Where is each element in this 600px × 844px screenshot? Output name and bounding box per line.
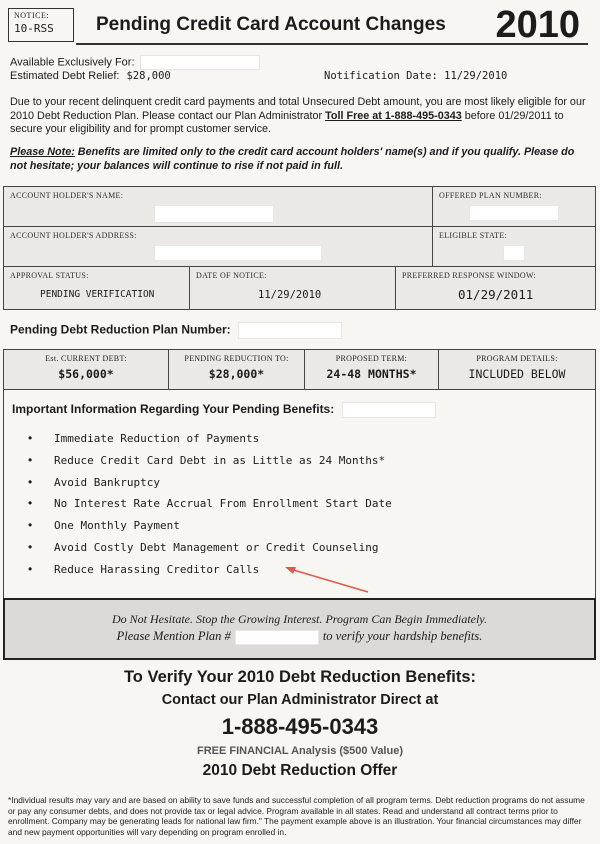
- date-of-notice-cell: [190, 267, 396, 309]
- redacted-plan-number: [469, 205, 559, 221]
- intro-text-before: Due to your recent delinquent credit card payments and total Unsecured Debt amount, you are most likely eligible for our 2010 Debt Reduction Plan. Please contact our Plan Administrator: [10, 96, 586, 122]
- header-divider: [76, 43, 588, 45]
- note-label: Please Note:: [10, 146, 75, 158]
- plan-number-label: Pending Debt Reduction Plan Number:: [10, 322, 231, 337]
- current-debt-value: $56,000*: [58, 367, 114, 381]
- relief-label: Estimated Debt Relief:: [10, 70, 120, 82]
- year-title: 2010: [495, 4, 580, 46]
- redacted-holder-name: [154, 205, 274, 223]
- list-item: [28, 537, 392, 559]
- benefits-heading-text: Important Information Regarding Your Pending Benefits:: [12, 402, 335, 417]
- redacted-benefit-code: [342, 402, 436, 418]
- plan-number-line: [10, 322, 342, 339]
- callout-line2-after: to verify your hardship benefits.: [322, 629, 483, 643]
- debt-summary-grid: [3, 349, 596, 390]
- benefit-text: Reduce Harassing Creditor Calls: [54, 562, 260, 576]
- response-window-cell: [396, 267, 595, 309]
- approval-label: APPROVAL STATUS:: [10, 271, 89, 280]
- current-debt-label: Est. CURRENT DEBT:: [45, 354, 127, 363]
- callout-line-1: Do Not Hesitate. Stop the Growing Interest. Program Can Begin Immediately.: [112, 612, 487, 626]
- list-item: [28, 515, 392, 537]
- holder-address-cell: [4, 227, 433, 267]
- free-analysis-text: FREE FINANCIAL Analysis ($500 Value): [196, 745, 403, 757]
- pending-reduction-value: $28,000*: [208, 367, 265, 381]
- bullet-icon: •: [28, 518, 33, 533]
- offer-heading: 2010 Debt Reduction Offer: [202, 762, 398, 779]
- bullet-icon: •: [28, 561, 33, 576]
- verify-heading: To Verify Your 2010 Debt Reduction Benefits:: [123, 668, 477, 686]
- list-item: [28, 450, 392, 472]
- redacted-address: [154, 245, 322, 261]
- list-item: [28, 428, 392, 450]
- notification-label: Notification Date:: [324, 70, 438, 82]
- notification-date: [324, 70, 507, 82]
- holder-address-label: ACCOUNT HOLDER'S ADDRESS:: [10, 231, 137, 240]
- proposed-term-value: 24-48 MONTHS*: [326, 367, 417, 381]
- redacted-plan-number-2: [238, 322, 342, 339]
- date-value: 11/29/2010: [258, 289, 322, 301]
- window-label: PREFERRED RESPONSE WINDOW:: [402, 271, 537, 280]
- notice-label: NOTICE:: [14, 11, 50, 20]
- callout-box: [3, 598, 596, 660]
- benefit-text: Immediate Reduction of Payments: [54, 432, 260, 445]
- disclaimer-text: *Individual results may vary and are based on ability to save funds and successful completion of all program terms. Debt reduction programs do not assume or pay any consumer debts, and does not provide tax or legal advice. Program available in all states. Read and understand all contract terms prior to enrollment. Company may be generating leads for national law firm." The payment example above is an illustration. Your financial circumstances may differ and new payment opportunities will vary depending on program enrolled in.: [8, 795, 585, 837]
- holder-name-cell: [4, 187, 433, 227]
- intro-text-after: before 01/29/2011 to secure your eligibility and for prompt customer service.: [10, 109, 564, 135]
- eligible-state-cell: [433, 227, 595, 267]
- program-details-label: PROGRAM DETAILS:: [476, 354, 558, 363]
- holder-name-label: ACCOUNT HOLDER'S NAME:: [10, 191, 124, 200]
- benefits-heading: [12, 402, 436, 418]
- benefit-text: No Interest Rate Accrual From Enrollment Start Date: [54, 497, 392, 511]
- current-debt-cell: [4, 350, 169, 389]
- approval-status-cell: [4, 267, 190, 309]
- arrow-icon: [280, 562, 370, 596]
- bullet-icon: •: [28, 496, 33, 511]
- benefit-text: Avoid Bankruptcy: [54, 475, 160, 489]
- benefit-text: Avoid Costly Debt Management or Credit Counseling: [54, 540, 379, 554]
- approval-value: PENDING VERIFICATION: [40, 289, 155, 300]
- note-text: Benefits are limited only to the credit card account holders' name(s) and if you qualify. Please do not hesitate; your balances will continue to rise if not paid in full.: [10, 146, 575, 172]
- date-label: DATE OF NOTICE:: [196, 271, 267, 280]
- phone-number: 1-888-495-0343: [221, 714, 379, 739]
- program-details-cell: [439, 350, 595, 389]
- toll-free-number: Toll Free at 1-888-495-0343: [325, 109, 462, 122]
- eligible-state-label: ELIGIBLE STATE:: [439, 231, 508, 240]
- offered-plan-label: OFFERED PLAN NUMBER:: [439, 191, 542, 200]
- account-info-grid: [3, 186, 596, 310]
- program-details-value: INCLUDED BELOW: [468, 367, 566, 381]
- proposed-term-cell: [305, 350, 439, 389]
- callout-line-2: [5, 629, 594, 645]
- proposed-term-label: PROPOSED TERM:: [335, 354, 408, 363]
- available-label: Available Exclusively For:: [10, 56, 135, 69]
- benefit-text: One Monthly Payment: [54, 519, 180, 533]
- benefit-list: [28, 428, 392, 581]
- pending-reduction-cell: [169, 350, 305, 389]
- notice-code: 10-RSS: [14, 22, 54, 35]
- offered-plan-cell: [433, 187, 595, 227]
- bullet-icon: •: [28, 474, 33, 489]
- pending-reduction-label: PENDING REDUCTION TO:: [184, 354, 289, 363]
- bullet-icon: •: [28, 539, 33, 554]
- list-item: [28, 472, 392, 494]
- bullet-icon: •: [28, 431, 33, 445]
- callout-line2-before: Please Mention Plan #: [116, 629, 231, 643]
- bullet-icon: •: [28, 452, 33, 467]
- debt-relief-line: [10, 70, 171, 82]
- intro-paragraph: [10, 96, 590, 137]
- notification-value: 11/29/2010: [444, 70, 508, 82]
- redacted-state: [503, 245, 525, 261]
- list-item: [28, 493, 392, 515]
- contact-heading: Contact our Plan Administrator Direct at: [161, 692, 439, 708]
- window-value: 01/29/2011: [458, 287, 534, 302]
- benefit-text: Reduce Credit Card Debt in as Little as 24 Months*: [54, 453, 386, 467]
- relief-value: $28,000: [126, 70, 171, 82]
- available-for-line: [10, 55, 260, 70]
- notice-box: [8, 8, 74, 42]
- note-paragraph: [10, 146, 590, 173]
- page-title: Pending Credit Card Account Changes: [96, 14, 446, 35]
- redacted-plan-mention: [235, 630, 319, 645]
- redacted-recipient: [140, 55, 260, 70]
